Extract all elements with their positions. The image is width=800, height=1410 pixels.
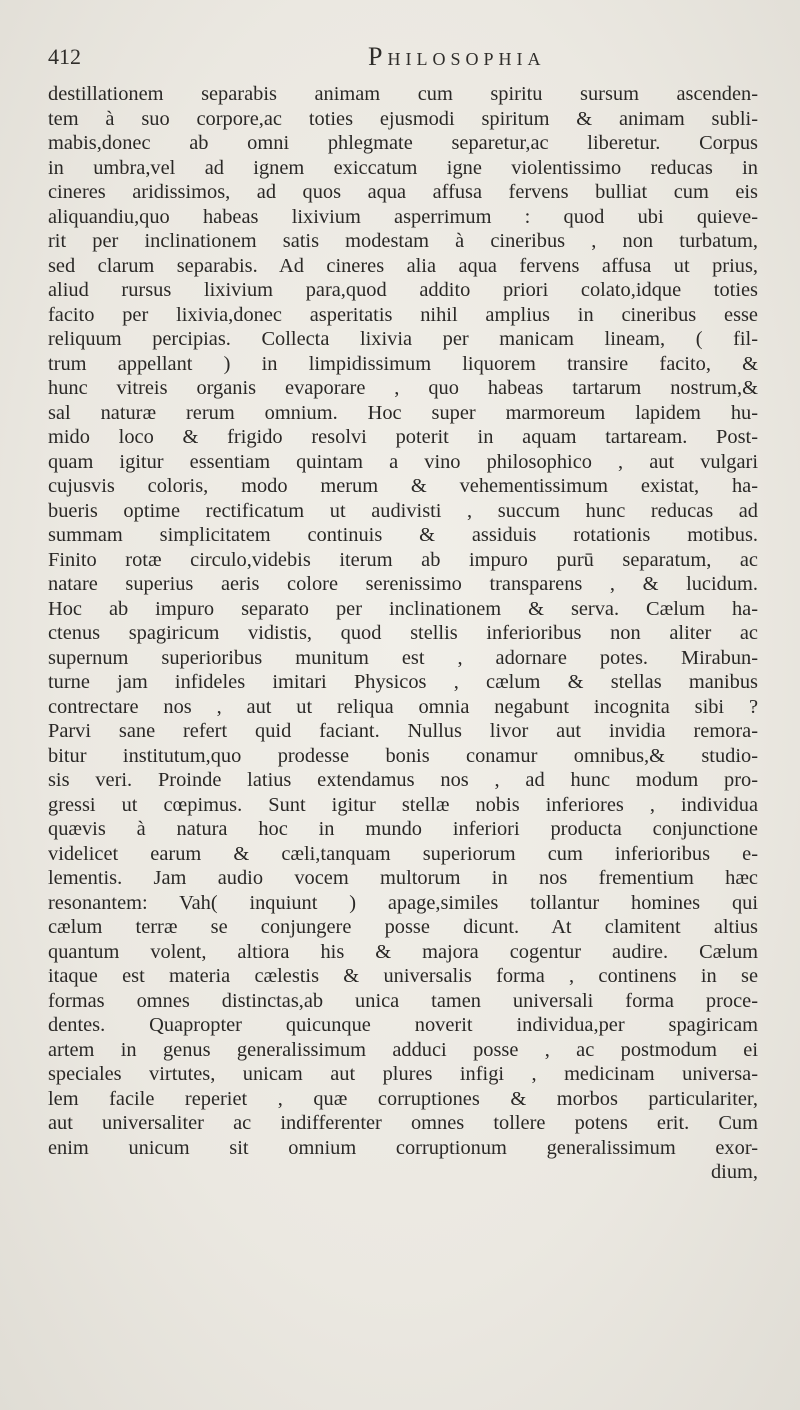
text-line: natare superius aeris colore serenissimo transparens , & lucidum. [48, 573, 758, 595]
text-line: in umbra,vel ad ignem exiccatum igne violentissimo reducas in [48, 156, 758, 179]
text-line: hunc vitreis organis evaporare , quo habeas tartarum nostrum,& [48, 377, 758, 399]
running-title: Philosophia [368, 42, 546, 71]
text-line: lem facile reperiet , quæ corruptiones & morbos particulariter, [48, 1087, 758, 1110]
text-line: dentes. Quapropter quicunque noverit individua,per spagiricam [48, 1014, 758, 1036]
text-line: trum appellant ) in limpidissimum liquorem transire facito, & [48, 352, 758, 375]
text-line: bitur institutum,quo prodesse bonis conamur omnibus,& studio- [48, 744, 758, 767]
text-line: Finito rotæ circulo,videbis iterum ab impuro purū separatum, ac [48, 548, 758, 571]
text-line: ctenus spagiricum vidistis, quod stellis inferioribus non aliter ac [48, 622, 758, 644]
text-line: mabis,donec ab omni phlegmate separetur,ac liberetur. Corpus [48, 132, 758, 154]
text-line: cujusvis coloris, modo merum & vehementissimum existat, ha- [48, 475, 758, 497]
text-line: tem à suo corpore,ac toties ejusmodi spiritum & animam subli- [48, 107, 758, 130]
body-text [48, 82, 758, 1185]
text-line: Hoc ab impuro separato per inclinationem & serva. Cælum ha- [48, 597, 758, 620]
text-line: mido loco & frigido resolvi poterit in aquam tartaream. Post- [48, 426, 758, 448]
text-line: cælum terræ se conjungere posse dicunt. At clamitent altius [48, 916, 758, 938]
text-line: lementis. Jam audio vocem multorum in nos frementium hæc [48, 867, 758, 889]
page-number: 412 [48, 44, 81, 69]
text-line: dium, [710, 1161, 758, 1183]
text-line: contrectare nos , aut ut reliqua omnia negabunt incognita sibi ? [48, 695, 758, 718]
text-line: supernum superioribus munitum est , adornare potes. Mirabun- [48, 646, 758, 669]
text-line: sed clarum separabis. Ad cineres alia aqua fervens affusa ut prius, [48, 254, 758, 277]
text-line: turne jam infideles imitari Physicos , cælum & stellas manibus [48, 671, 758, 693]
text-line: quam igitur essentiam quintam a vino philosophico , aut vulgari [48, 450, 758, 473]
text-line: aliud rursus lixivium para,quod addito priori colato,idque toties [48, 279, 758, 301]
text-line: bueris optime rectificatum ut audivisti , succum hunc reducas ad [48, 499, 758, 522]
text-line: quantum volent, altiora his & majora cogentur audire. Cælum [48, 940, 758, 963]
text-line: aut universaliter ac indifferenter omnes tollere potens erit. Cum [48, 1112, 758, 1134]
text-line: reliquum percipias. Collecta lixivia per manicam lineam, ( fil- [48, 328, 758, 350]
text-line: rit per inclinationem satis modestam à cineribus , non turbatum, [48, 230, 758, 252]
text-line: sis veri. Proinde latius extendamus nos , ad hunc modum pro- [48, 769, 758, 791]
text-line: artem in genus generalissimum adduci posse , ac postmodum ei [48, 1038, 758, 1061]
text-line: Parvi sane refert quid faciant. Nullus livor aut invidia remora- [48, 720, 758, 742]
text-line: facito per lixivia,donec asperitatis nihil amplius in cineribus esse [48, 303, 758, 326]
text-line: enim unicum sit omnium corruptionum generalissimum exor- [48, 1136, 758, 1159]
text-line: sal naturæ rerum omnium. Hoc super marmoreum lapidem hu- [48, 401, 758, 424]
text-line: itaque est materia cælestis & universalis forma , continens in se [48, 965, 758, 987]
text-line: summam simplicitatem continuis & assiduis rotationis motibus. [48, 524, 758, 546]
text-line: gressi ut cœpimus. Sunt igitur stellæ nobis inferiores , individua [48, 793, 758, 816]
text-line: speciales virtutes, unicam aut plures infigi , medicinam universa- [48, 1063, 758, 1085]
text-line: videlicet earum & cæli,tanquam superiorum cum inferioribus e- [48, 842, 758, 865]
page-header [48, 42, 748, 78]
text-line: cineres aridissimos, ad quos aqua affusa fervens bulliat cum eis [48, 181, 758, 203]
text-line: destillationem separabis animam cum spiritu sursum ascenden- [48, 83, 758, 105]
text-line: aliquandiu,quo habeas lixivium asperrimum : quod ubi quieve- [48, 205, 758, 228]
text-line: resonantem: Vah( inquiunt ) apage,similes tollantur homines qui [48, 891, 758, 914]
text-line: quævis à natura hoc in mundo inferiori producta conjunctione [48, 818, 758, 840]
text-line: formas omnes distinctas,ab unica tamen universali forma proce- [48, 989, 758, 1012]
